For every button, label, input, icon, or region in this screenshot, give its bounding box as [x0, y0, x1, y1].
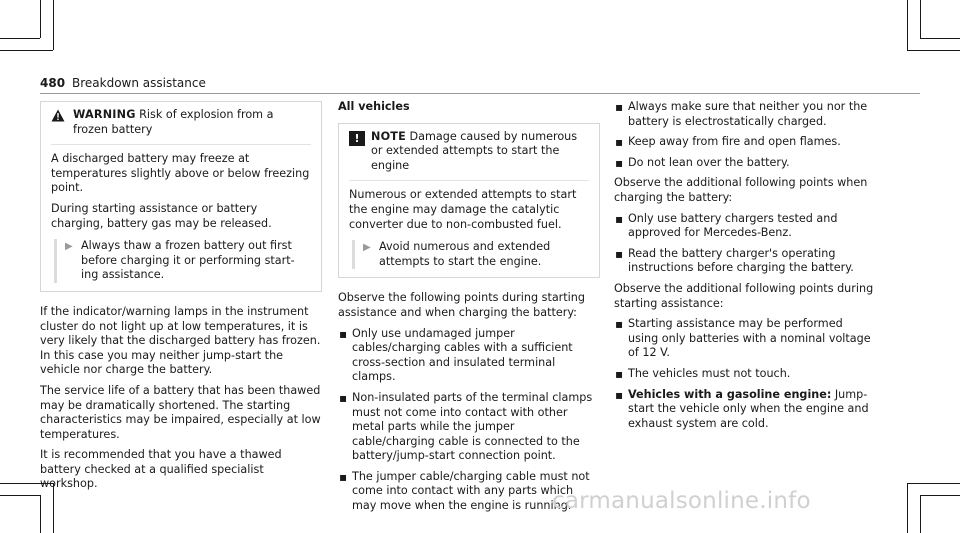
warning-heading: [73, 108, 311, 137]
intro-paragraph: Observe the additional following points when charging the battery:: [614, 176, 868, 204]
note-label: NOTE: [371, 129, 406, 143]
crop-mark-bottom-right-v: [920, 495, 921, 533]
body-paragraph: If the indicator/warning lamps in the instrument cluster do not light up at low temperatures, it is very likely that the discharged battery has frozen. In this case you may neither jump-start the vehicle nor charge the battery.: [40, 304, 321, 377]
gasoline-label: Vehicles with a gasoline engine:: [628, 387, 832, 401]
warning-paragraph: During starting assistance or battery charging, battery gas may be released.: [51, 201, 272, 230]
play-arrow-icon: ▶: [65, 241, 73, 253]
exclamation-icon: !: [349, 131, 365, 146]
crop-mark-top-right-h2: [907, 50, 960, 51]
list-item: ▪ Read the battery charger's operating instructions before charging the battery.: [614, 247, 874, 276]
column-3: [614, 100, 874, 437]
crop-mark-top-left-h: [0, 38, 40, 39]
crop-mark-top-left-v2: [53, 0, 54, 50]
section-title: Breakdown assistance: [72, 76, 206, 90]
body-paragraph: The service life of a battery that has been thawed may be dramatically shortened. The starting characteristics may be impaired, especially at low temperatures.: [40, 383, 321, 441]
list-item: ▪ Non-insulated parts of the terminal clamps must not come into contact with other metal parts while the jumper cable/charging cable is connected to the battery/jump-start connection point.: [338, 391, 600, 464]
crop-mark-bottom-left-h: [0, 495, 40, 496]
intro-paragraph: Observe the following points during starting assistance and when charging the battery:: [338, 291, 585, 319]
note-instruction-text: Avoid numerous and extended attempts to start the engine.: [379, 240, 551, 268]
list-item: ▪ Keep away from fire and open flames.: [614, 135, 874, 150]
bullet-list: [614, 317, 874, 431]
bullet-list: [614, 100, 874, 170]
page-header: [40, 72, 920, 94]
intro-paragraph: Observe the additional following points during starting assistance:: [614, 281, 874, 310]
list-item: ▪ Only use undamaged jumper cables/charging cables with a sufficient cross-section and insulated terminal clamps.: [338, 327, 600, 385]
warning-head: [51, 108, 311, 145]
bullet-list: [614, 212, 874, 276]
note-paragraph: Numerous or extended attempts to start the engine may damage the catalytic converter due to non-combusted fuel.: [349, 188, 577, 231]
list-item: ▪ Only use battery chargers tested and approved for Mercedes-Benz.: [614, 212, 874, 241]
bullet-list: [338, 327, 600, 514]
note-box: [338, 123, 600, 279]
body-paragraph: It is recommended that you have a thawed battery checked at a qualified specialist workshop.: [40, 448, 282, 491]
crop-mark-bottom-right-h: [920, 495, 960, 496]
list-item: ▪ Do not lean over the battery.: [614, 156, 874, 171]
list-item: ▪ Always make sure that neither you nor the battery is electrostatically charged.: [614, 100, 874, 129]
crop-mark-bottom-right-v2: [907, 483, 908, 533]
warning-title: Risk of explosion from a frozen battery: [73, 108, 274, 136]
warning-triangle-icon: [51, 108, 73, 127]
crop-mark-bottom-right-h2: [907, 483, 960, 484]
crop-mark-top-right-v2: [907, 0, 908, 50]
crop-mark-top-right-v: [920, 0, 921, 38]
list-item: ▪ Starting assistance may be performed using only batteries with a nominal voltage of 12 V.: [614, 317, 874, 361]
warning-label: WARNING: [73, 108, 136, 121]
list-item: ▪ The vehicles must not touch.: [614, 367, 874, 382]
crop-mark-top-left-v: [40, 0, 41, 38]
list-item-gasoline: [614, 388, 874, 432]
column-title: All vehicles: [338, 100, 410, 113]
crop-mark-top-left-h2: [0, 50, 53, 51]
gasoline-text: Jump-start the vehicle only when the engine and exhaust system are cold.: [628, 387, 869, 430]
watermark: carmanualsonline.info: [552, 488, 811, 514]
warning-instruction-text: Always thaw a frozen battery out first before charging it or performing start-ing assistance.: [81, 239, 295, 282]
crop-mark-bottom-left-v: [40, 495, 41, 533]
warning-paragraph: A discharged battery may freeze at temperatures slightly above or below freezing point.: [51, 152, 310, 195]
column-2: [338, 100, 600, 520]
note-title: Damage caused by numerous or extended attempts to start the engine: [371, 129, 578, 172]
header-rule: [40, 93, 920, 94]
note-heading: [371, 130, 589, 174]
note-instruction: [352, 240, 589, 269]
note-head: [349, 130, 589, 182]
list-item: ▪ The jumper cable/charging cable must not come into contact with any parts which may move when the engine is running.: [338, 470, 600, 514]
warning-instruction: [54, 239, 311, 283]
page-number: 480: [40, 76, 66, 90]
column-1: [40, 100, 322, 498]
play-arrow-icon: ▶: [363, 242, 371, 254]
warning-box: [40, 101, 322, 292]
crop-mark-top-right-h: [920, 38, 960, 39]
